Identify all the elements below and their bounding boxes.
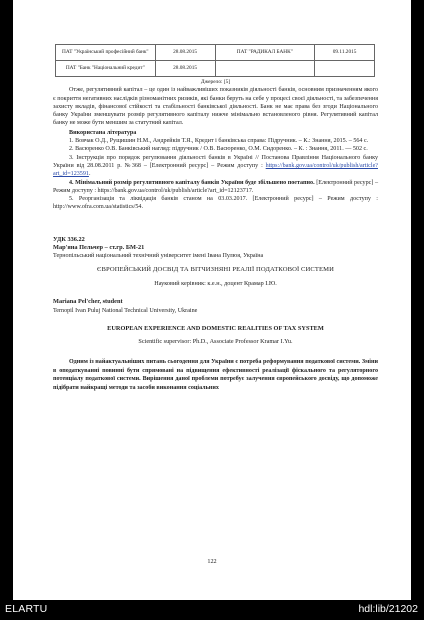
table-cell: ПАТ "Український професійний банк" (56, 45, 156, 61)
reference-item: 4. Мінімальний розмір регулятивного капіталу банків України буде збільшено поетапно. [Електронний ресурс] – Режим доступу : https://bank.gov.ua/control/uk/publish/article?art_id=12123717. (53, 179, 378, 194)
table-cell (215, 61, 315, 77)
viewer-footer-bar (0, 600, 424, 620)
reference-item: 1. Вовчак О.Д., Рущишин Н.М., Андрейків Т.Я., Кредит і банківська справа: Підручник. – К.: Знання, 2015. – 564 с. (69, 138, 369, 145)
scientific-supervisor: Науковий керівник: к.е.н., доцент Крамар І.Ю. (154, 279, 277, 287)
reference-item: 5. Реорганізація та ліквідація банків станом на 03.03.2017. [Електронний ресурс] – Режим доступу : http://www.ofra.com.ua/statistics/54. (53, 196, 378, 211)
liquidated-banks-table (55, 44, 375, 77)
udc-code: УДК 336.22 (53, 235, 85, 243)
page-content (53, 0, 378, 392)
document-page (13, 0, 411, 600)
page-number: 122 (207, 558, 217, 565)
table-cell (315, 61, 375, 77)
reference-link[interactable]: https://bank.gov.ua/control/uk/publish/article?art_id=123591 (53, 162, 378, 178)
author-name-en: Mariana Pel'cher, student (53, 298, 123, 306)
table-cell: 09.11.2015 (315, 45, 375, 61)
references-heading: Використана література (69, 129, 137, 136)
table-row (56, 45, 375, 61)
body-paragraph: Отже, регулятивний капітал – це один із найважливіших показників діяльності банків, основним призначенням якого є покриття негативних наслідків різноманітних ризиків, які банки беруть на себе у процесі своєї діяльності, та забезпечення захисту вкладів, фінансової стійкості та стабільності банківської діяльності. Банк не має права без згоди Національного банку України зменшувати розмір регулятивного капіталу нижче мінімально встановленого рівня. Регулятивний капітал банку не може бути меншим за статутний капітал. (53, 87, 378, 127)
table-cell: ПАТ "РАДИКАЛ БАНК" (215, 45, 315, 61)
author-name: Мар'яна Пельчер – ст.гр. БМ-21 (53, 244, 145, 252)
table-cell: ПАТ "Банк "Національний кредит" (56, 61, 156, 77)
article-title-en: EUROPEAN EXPERIENCE AND DOMESTIC REALITIES OF TAX SYSTEM (107, 324, 324, 332)
reference-item: 3. Інструкція про порядок регулювання діяльності банків в Україні // Постанова Правління Національного банку України від 28.08.2011 р. №368 – [Електронний ресурс] – Режим доступу : https://bank.gov.ua/control/uk/publish/article?art_id=123591. (53, 154, 378, 178)
table-row (56, 61, 375, 77)
author-affiliation: Тернопільський національний технічний університет імені Івана Пулюя, Україна (53, 253, 264, 260)
scientific-supervisor-en: Scientific supervisor: Ph.D., Associate Professor Kramar I.Yu. (138, 338, 293, 346)
table-cell: 28.08.2015 (155, 61, 215, 77)
article-body: Одним із найактуальніших питань сьогодення для України є потреба реформування податкової системи. Зміни в оподаткуванні повинні бути спрямовані на підвищення ефективності реалізації фіскального та регуляторного потенціалу податкової системи. Вирішення даної проблеми потребує залучення європейського досвіду, що допоможе підібрати найкращі методи та засоби виконання соціальних (53, 359, 378, 391)
article-title: ЄВРОПЕЙСЬКИЙ ДОСВІД ТА ВІТЧИЗНЯНІ РЕАЛІЇ ПОДАТКОВОЇ СИСТЕМИ (97, 265, 334, 273)
handle-label: hdl:lib/21202 (358, 603, 418, 615)
table-source: Джерело: [5] (200, 79, 231, 85)
author-affiliation-en: Ternopil Ivan Puluj National Technical University, Ukraine (53, 307, 198, 314)
table-cell: 28.08.2015 (155, 45, 215, 61)
repository-label: ELARTU (5, 603, 48, 615)
reference-item: 2. Васюренко О.В. Банківський нагляд: підручник / О.В. Васюренко, О.М. Сидоренко. – К. : Знання, 2011. — 502 с. (69, 146, 368, 153)
